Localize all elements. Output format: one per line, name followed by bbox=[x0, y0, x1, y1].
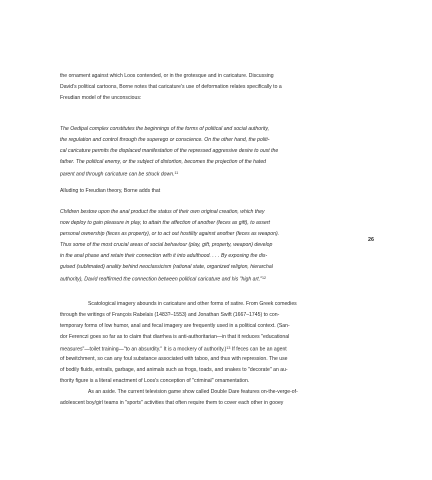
quote1-line-1: The Oedipal complex constitutes the beginnings of the forms of political and social authority, bbox=[60, 126, 270, 132]
para3-line-5-tail: If feces can be an agent bbox=[230, 346, 287, 353]
footnote-marker: 12 bbox=[261, 276, 266, 280]
quote2-line-2: now deploy to gain pleasure in play, to attain the affection of another (feces as gift), to assert bbox=[60, 220, 270, 226]
quote2-line-7-text: authority), David reaffirmed the connection between political caricature and his "high art." bbox=[60, 276, 262, 283]
quote2-line-6: guised (sublimated) anality behind neoclassicism (rational state, organized religion, hierarchal bbox=[60, 264, 273, 270]
intro2-line: Alluding to Freudian theory, Borne adds that bbox=[60, 188, 161, 194]
para3-line-8: thority figure is a literal enactment of Loos's conception of "criminal" ornamentation. bbox=[60, 378, 250, 384]
quote2-line-7 bbox=[60, 275, 356, 283]
quote1-line-5 bbox=[60, 170, 356, 178]
quote2-line-5: in the anal phase and retain their connection with it into adulthood. . . . By exposing the dis- bbox=[60, 253, 268, 259]
footnote-marker: 13 bbox=[226, 346, 231, 350]
para4-line-2: adolescent boy/girl teams in "sports" activities that often require them to cover each other in gooey bbox=[60, 400, 284, 406]
para3-line-5 bbox=[60, 345, 356, 353]
para3-line-3: temporary forms of low humor, anal and fecal imagery are frequently used in a political context. (San- bbox=[60, 323, 290, 329]
para3-line-7: of bodily fluids, entrails, garbage, and animals such as frogs, toads, and snakes to "decorate" an au- bbox=[60, 367, 288, 373]
page-number: 26 bbox=[368, 237, 374, 243]
para1-line-3: Freudian model of the unconscious: bbox=[60, 95, 142, 101]
quote1-line-3: cal caricature permits the displaced manifestation of the repressed aggressive desire to oust the bbox=[60, 148, 279, 154]
quote1-line-2: the regulation and control through the superego or conscience. On the other hand, the politi- bbox=[60, 137, 270, 143]
para4-line-1: As an aside. The current television game show called Double Dare features on-the-verge-of- bbox=[88, 389, 298, 395]
quote2-line-1: Children bestow upon the anal product the status of their own original creation, which they bbox=[60, 209, 265, 215]
para3-line-2: through the writings of François Rabelais (1483?–1553) and Jonathan Swift (1667–1745) to con- bbox=[60, 312, 280, 318]
quote1-line-4: father. The political enemy, or the subject of distortion, becomes the projection of the hated bbox=[60, 159, 267, 165]
para3-line-1: Scatological imagery abounds in caricature and other forms of satire. From Greek comedies bbox=[88, 301, 297, 307]
para3-line-5-text: measures"—toilet training—"to an absurdity." It is a mockery of authority.) bbox=[60, 346, 227, 353]
quote1-line-5-text: parent and through caricature can be struck down. bbox=[60, 171, 175, 178]
para3-line-6: of bewitchment, so can any foul substance associated with taboo, and thus with repression. The use bbox=[60, 356, 288, 362]
quote2-line-4: Thus some of the most crucial areas of social behaviour (play, gift, property, weapon) develop bbox=[60, 242, 273, 248]
footnote-marker: 11 bbox=[174, 171, 179, 175]
quote2-line-3: personal ownership (feces as property), or to act out hostility against another (feces as weapon). bbox=[60, 231, 280, 237]
para1-line-2: David's political cartoons, Borne notes that caricature's use of deformation relates specifically to a bbox=[60, 84, 282, 90]
para3-line-4: dor Ferenczi goes so far as to claim that diarrhea is anti-authoritarian—in that it reduces "educational bbox=[60, 334, 290, 340]
para1-line-1: the ornament against which Loos contended, or in the grotesque and in caricature. Discussing bbox=[60, 73, 274, 79]
